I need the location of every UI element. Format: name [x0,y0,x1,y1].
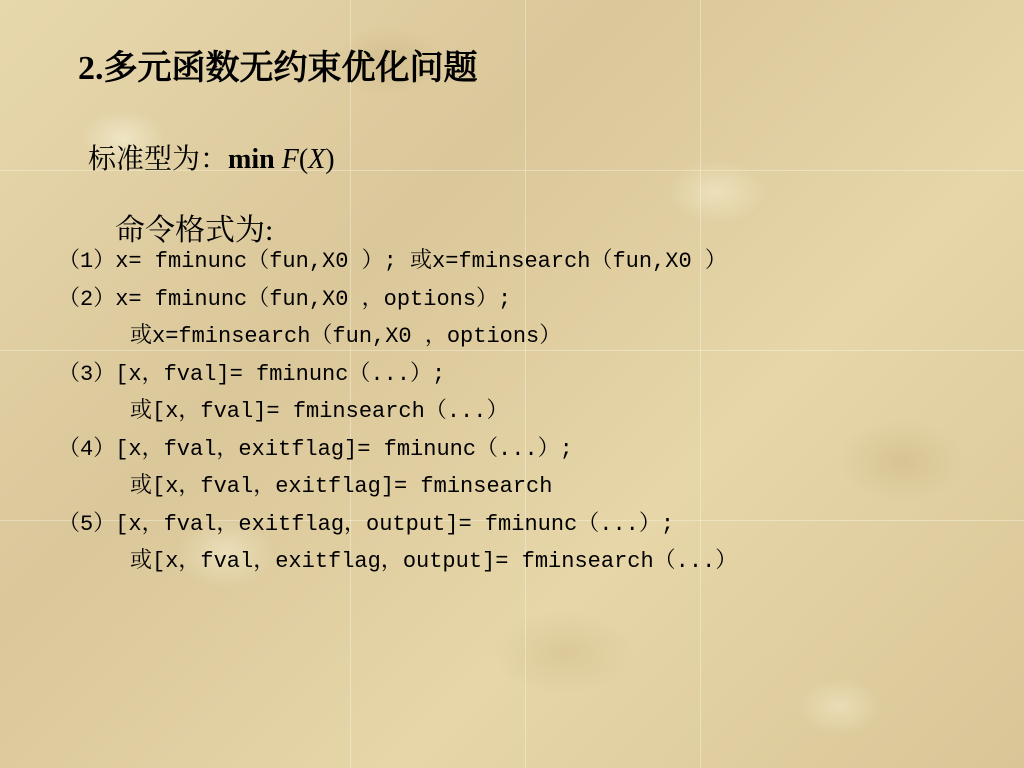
function-symbol: F [281,144,299,175]
command-format-heading: 命令格式为: [115,214,274,247]
standard-form [88,137,335,177]
background-tile-line [525,0,526,768]
command-line-3: （3）[x，fval]= fminunc（...）; [58,362,446,387]
close-paren: ) [325,144,335,175]
slide-title: 2.多元函数无约束优化问题 [78,50,478,87]
background-tile-line [700,0,701,768]
min-keyword: min [228,144,275,175]
command-line-2: （2）x= fminunc（fun,X0 ，options）; [58,287,512,312]
variable-symbol: X [308,144,326,175]
command-line-5: （5）[x，fval，exitflag，output]= fminunc（...）; [58,512,675,537]
command-line-2-alt: 或x=fminsearch（fun,X0 ，options） [130,324,562,349]
command-line-3-alt: 或[x，fval]= fminsearch（...） [130,399,509,424]
open-paren: ( [298,144,309,175]
command-line-1: （1）x= fminunc（fun,X0 ）; 或x=fminsearch（fun,X0 ） [58,249,727,274]
command-line-4-alt: 或[x，fval，exitflag]= fminsearch [130,474,553,499]
standard-form-label: 标准型为： [88,144,229,175]
command-line-5-alt: 或[x，fval，exitflag，output]= fminsearch（...） [130,549,738,574]
command-line-4: （4）[x，fval，exitflag]= fminunc（...）; [58,437,573,462]
